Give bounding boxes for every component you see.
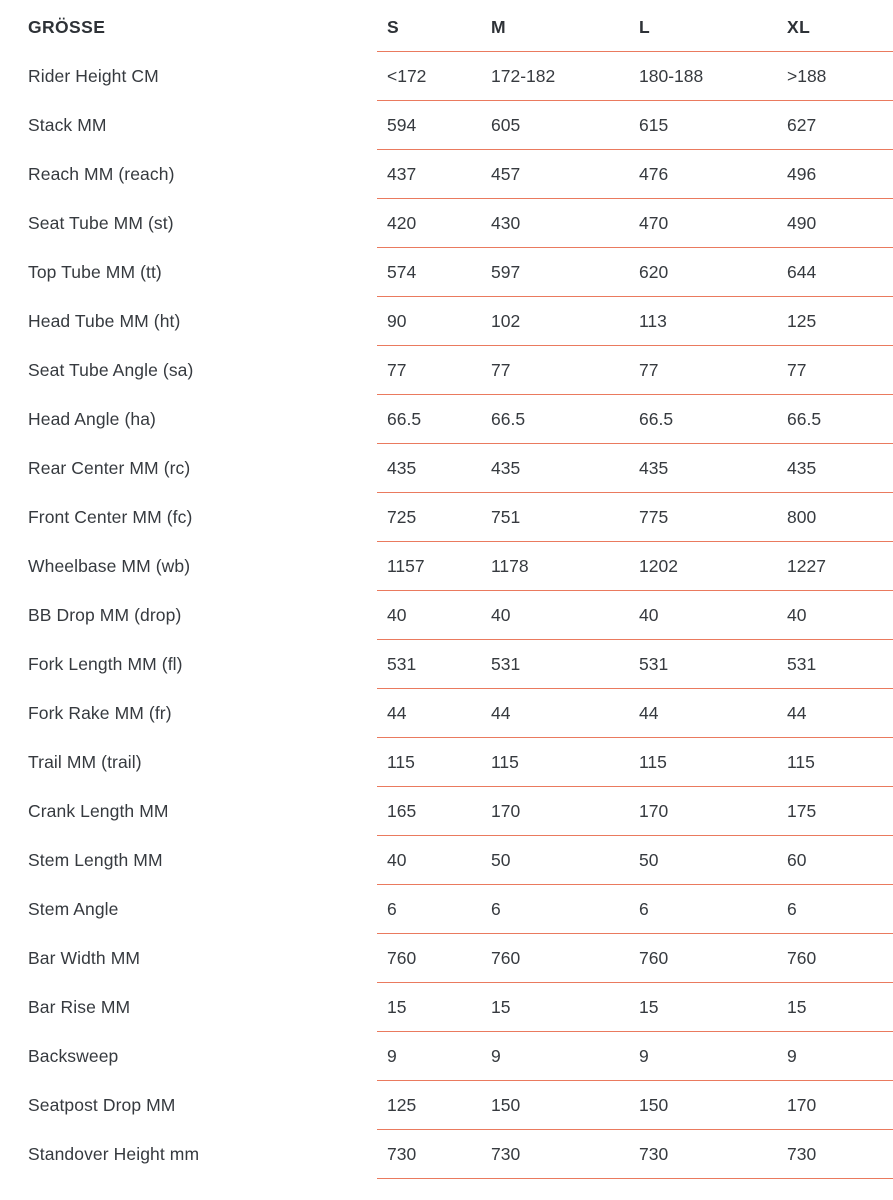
row-value: 77 [787,359,807,380]
row-value: 730 [387,1143,417,1164]
row-value: 40 [639,604,659,625]
row-value: 66.5 [639,408,674,429]
row-label: Fork Length MM (fl) [28,654,183,674]
row-label: Top Tube MM (tt) [28,262,162,282]
table-row [0,640,893,689]
row-label: Standover Height mm [28,1144,200,1164]
row-value: 115 [491,751,519,772]
row-label: Trail MM (trail) [28,752,142,772]
row-label: Bar Width MM [28,948,141,968]
table-row [0,1081,893,1130]
row-value: 435 [491,457,521,478]
header-size-cells [377,3,893,52]
row-values [377,52,893,101]
row-value: 9 [639,1045,649,1066]
row-value: 760 [639,947,669,968]
row-value: 730 [787,1143,817,1164]
row-value: 574 [387,261,417,282]
row-values [377,542,893,591]
row-values [377,1032,893,1081]
row-values [377,150,893,199]
row-value: <172 [387,65,427,86]
row-value: 113 [639,310,667,331]
row-values [377,395,893,444]
row-value: 627 [787,114,817,135]
row-value: 170 [787,1094,817,1115]
table-row [0,444,893,493]
row-value: 6 [491,898,501,919]
row-value: 9 [787,1045,797,1066]
row-value: 172-182 [491,65,556,86]
row-label: Fork Rake MM (fr) [28,703,172,723]
row-value: 125 [787,310,817,331]
row-value: 430 [491,212,521,233]
row-value: 597 [491,261,521,282]
table-row [0,101,893,150]
row-value: 15 [639,996,659,1017]
row-label: Rider Height CM [28,66,159,86]
row-value: 15 [787,996,807,1017]
row-value: 435 [387,457,417,478]
row-value: 44 [491,702,511,723]
row-values [377,1130,893,1179]
row-values [377,199,893,248]
table-row [0,689,893,738]
row-value: 40 [491,604,511,625]
row-values [377,346,893,395]
row-values [377,689,893,738]
row-value: 6 [787,898,797,919]
row-value: 760 [787,947,817,968]
table-row [0,395,893,444]
row-value: 165 [387,800,417,821]
row-value: 170 [639,800,669,821]
row-value: 115 [387,751,415,772]
row-value: 9 [387,1045,397,1066]
table-row [0,1130,893,1179]
row-value: 490 [787,212,817,233]
row-value: 175 [787,800,817,821]
table-row [0,248,893,297]
row-value: 60 [787,849,807,870]
row-value: 125 [387,1094,417,1115]
row-value: 531 [639,653,669,674]
row-value: 40 [387,604,407,625]
row-label: Stem Length MM [28,850,163,870]
row-label: Bar Rise MM [28,997,131,1017]
row-value: 170 [491,800,521,821]
table-row [0,591,893,640]
row-value: 760 [387,947,417,968]
table-body [0,52,893,1179]
row-values [377,738,893,787]
row-value: 730 [491,1143,521,1164]
row-value: 50 [491,849,511,870]
row-value: 66.5 [491,408,526,429]
header-size-m: M [491,16,506,37]
row-values [377,787,893,836]
row-label: BB Drop MM (drop) [28,605,182,625]
table-row [0,787,893,836]
table-header-row [0,3,893,52]
row-label: Reach MM (reach) [28,164,175,184]
table-row [0,885,893,934]
row-value: 15 [387,996,407,1017]
row-value: 115 [639,751,667,772]
size-column-title: GRÖSSE [28,17,106,37]
row-value: 594 [387,114,417,135]
table-row [0,983,893,1032]
row-values [377,591,893,640]
row-value: 605 [491,114,521,135]
row-values [377,248,893,297]
row-value: 66.5 [387,408,422,429]
row-value: 9 [491,1045,501,1066]
row-value: >188 [787,65,827,86]
row-value: 180-188 [639,65,704,86]
row-value: 150 [491,1094,521,1115]
row-value: 1227 [787,555,826,576]
table-row [0,493,893,542]
row-value: 751 [491,506,521,527]
row-values [377,297,893,346]
table-row [0,542,893,591]
row-label: Head Angle (ha) [28,409,156,429]
row-value: 77 [639,359,659,380]
row-value: 15 [491,996,511,1017]
row-values [377,444,893,493]
row-value: 40 [387,849,407,870]
table-row [0,1032,893,1081]
row-values [377,493,893,542]
row-values [377,934,893,983]
row-value: 6 [639,898,649,919]
row-value: 1202 [639,555,678,576]
table-row [0,297,893,346]
row-value: 725 [387,506,417,527]
row-value: 40 [787,604,807,625]
table-row [0,934,893,983]
row-value: 435 [639,457,669,478]
row-label: Front Center MM (fc) [28,507,193,527]
row-value: 50 [639,849,659,870]
row-values [377,983,893,1032]
row-value: 531 [491,653,521,674]
row-value: 44 [787,702,807,723]
row-label: Wheelbase MM (wb) [28,556,191,576]
row-value: 620 [639,261,669,282]
row-label: Seatpost Drop MM [28,1095,176,1115]
row-value: 66.5 [787,408,822,429]
row-value: 496 [787,163,817,184]
row-value: 437 [387,163,417,184]
row-label: Stack MM [28,115,107,135]
table-row [0,199,893,248]
row-value: 457 [491,163,521,184]
row-value: 44 [387,702,407,723]
row-label: Backsweep [28,1046,119,1066]
row-values [377,640,893,689]
row-label: Stem Angle [28,899,119,919]
row-value: 102 [491,310,521,331]
row-value: 115 [787,751,815,772]
table-row [0,150,893,199]
row-values [377,101,893,150]
row-value: 77 [387,359,407,380]
row-value: 476 [639,163,669,184]
header-size-s: S [387,16,400,37]
row-values [377,885,893,934]
row-label: Head Tube MM (ht) [28,311,181,331]
row-value: 90 [387,310,407,331]
row-value: 615 [639,114,669,135]
row-value: 6 [387,898,397,919]
table-row [0,346,893,395]
row-value: 760 [491,947,521,968]
row-value: 800 [787,506,817,527]
row-value: 531 [787,653,817,674]
row-value: 470 [639,212,669,233]
row-value: 435 [787,457,817,478]
row-label: Rear Center MM (rc) [28,458,191,478]
row-value: 44 [639,702,659,723]
row-values [377,1081,893,1130]
table-row [0,52,893,101]
table-row [0,836,893,885]
row-value: 531 [387,653,417,674]
row-value: 1157 [387,555,425,576]
row-label: Seat Tube Angle (sa) [28,360,194,380]
header-size-xl: XL [787,16,811,37]
row-value: 77 [491,359,511,380]
table-row [0,738,893,787]
row-values [377,836,893,885]
row-label: Seat Tube MM (st) [28,213,174,233]
row-value: 644 [787,261,817,282]
row-value: 150 [639,1094,669,1115]
row-value: 1178 [491,555,529,576]
row-value: 775 [639,506,669,527]
row-value: 420 [387,212,417,233]
row-label: Crank Length MM [28,801,169,821]
header-size-l: L [639,16,651,37]
row-value: 730 [639,1143,669,1164]
